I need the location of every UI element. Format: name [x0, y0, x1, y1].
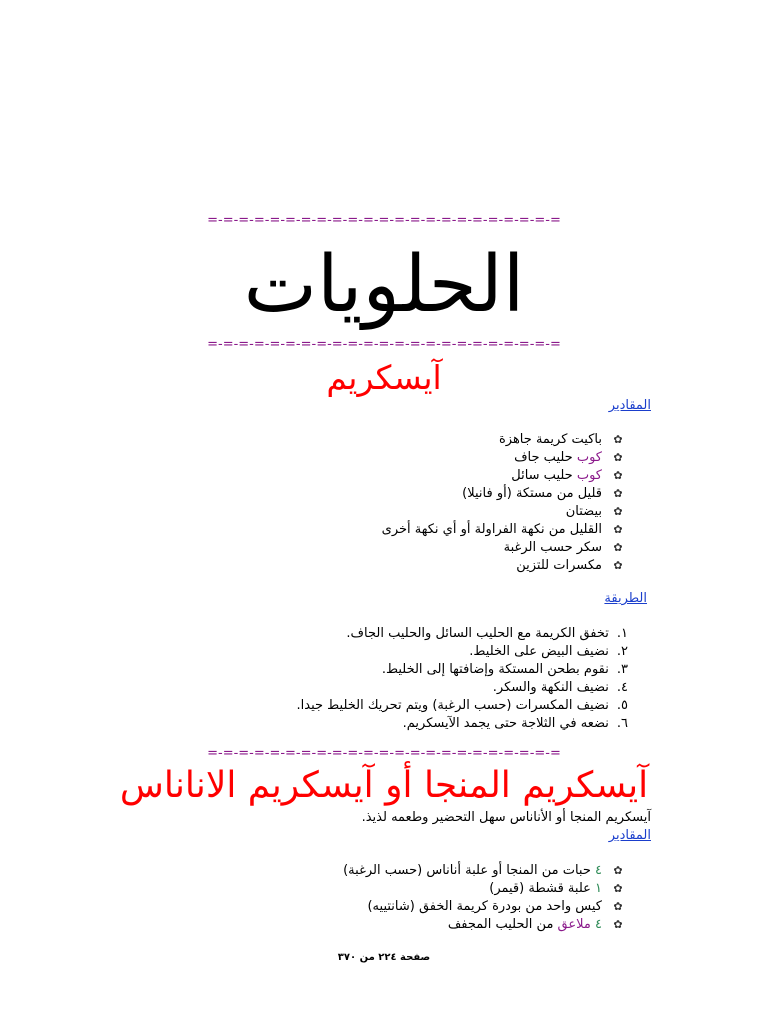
list-item: ✿قليل من مستكة (أو فانيلا) [382, 485, 628, 503]
list-item: ✿٤ ملاعق من الحليب المجفف [343, 916, 628, 934]
flower-bullet-icon: ✿ [613, 451, 623, 464]
list-item: ✿بيضتان [382, 503, 628, 521]
ingredients-link-2[interactable]: المقادير [608, 828, 651, 843]
section2-intro: آيسكريم المنجا أو الأناناس سهل التحضير وطعمه لذيذ. [361, 810, 651, 825]
flower-bullet-icon: ✿ [613, 918, 623, 931]
divider-below-title: =-=-=-=-=-=-=-=-=-=-=-=-=-=-=-=-=-=-=-=-=-=-= [207, 337, 561, 352]
list-item: ١.تخفق الكريمة مع الحليب السائل والحليب الجاف. [346, 626, 628, 641]
ingredients-list-2 [343, 862, 628, 934]
page-title: الحلويات [243, 240, 525, 330]
ingredients-list [382, 431, 628, 575]
flower-bullet-icon: ✿ [613, 882, 623, 895]
list-item: ✿باكيت كريمة جاهزة [382, 431, 628, 449]
divider-section2: =-=-=-=-=-=-=-=-=-=-=-=-=-=-=-=-=-=-=-=-=-=-= [207, 746, 561, 761]
list-item: ✿٤ حبات من المنجا أو علبة أناناس (حسب الرغبة) [343, 862, 628, 880]
list-item: ✿كوب حليب سائل [382, 467, 628, 485]
flower-bullet-icon: ✿ [613, 541, 623, 554]
list-item: ٢.نضيف البيض على الخليط. [469, 644, 628, 659]
ingredients-link[interactable]: المقادير [608, 398, 651, 413]
list-item: ✿كيس واحد من بودرة كريمة الخفق (شانتييه) [343, 898, 628, 916]
list-item: ٣.نقوم بطحن المستكة وإضافتها إلى الخليط. [381, 662, 628, 677]
flower-bullet-icon: ✿ [613, 900, 623, 913]
flower-bullet-icon: ✿ [613, 433, 623, 446]
divider-top: =-=-=-=-=-=-=-=-=-=-=-=-=-=-=-=-=-=-=-=-=-=-= [207, 213, 561, 228]
steps-list [297, 625, 628, 733]
list-item: ٥.نضيف المكسرات (حسب الرغبة) ويتم تحريك الخليط جيدا. [296, 698, 628, 713]
list-item: ٤.نضيف النكهة والسكر. [492, 680, 628, 695]
list-item: ✿القليل من نكهة الفراولة أو أي نكهة أخرى [382, 521, 628, 539]
page-number: صفحة ٢٢٤ من ٣٧٠ [337, 952, 431, 963]
list-item: ✿سكر حسب الرغبة [382, 539, 628, 557]
list-item: ✿١ علبة قشطة (قيمر) [343, 880, 628, 898]
section-title-mango-pineapple: آيسكريم المنجا أو آيسكريم الاناناس [119, 765, 649, 806]
flower-bullet-icon: ✿ [613, 469, 623, 482]
flower-bullet-icon: ✿ [613, 559, 623, 572]
list-item: ✿كوب حليب جاف [382, 449, 628, 467]
list-item: ✿مكسرات للتزين [382, 557, 628, 575]
section-title-icecream: آيسكريم [326, 358, 442, 397]
flower-bullet-icon: ✿ [613, 505, 623, 518]
flower-bullet-icon: ✿ [613, 864, 623, 877]
list-item: ٦.نضعه في الثلاجة حتى يجمد الآيسكريم. [402, 716, 628, 731]
method-link[interactable]: الطريقة [604, 591, 647, 606]
flower-bullet-icon: ✿ [613, 523, 623, 536]
flower-bullet-icon: ✿ [613, 487, 623, 500]
